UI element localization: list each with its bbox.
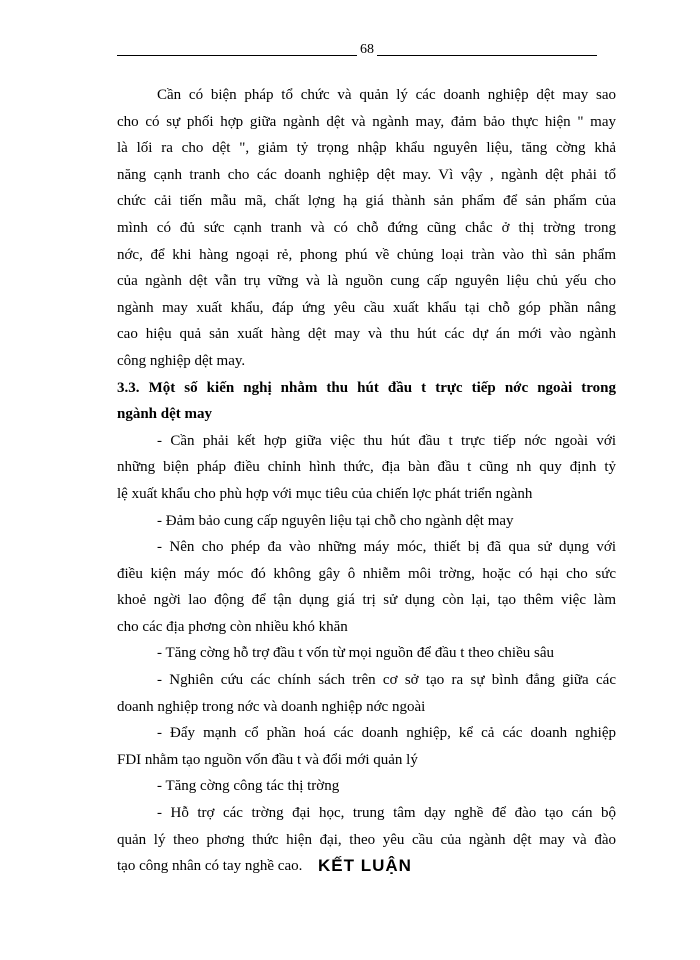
text-line: ngành may xuất khẩu, đáp ứng yêu cầu xuất khẩu tại chỗ góp phần nâng [117, 299, 616, 316]
text-line: năng cạnh tranh cho các doanh nghiệp dệt may. Vì vậy , ngành dệt phải tổ [117, 166, 616, 183]
text-line: - Hỗ trợ các trờng đại học, trung tâm dạy nghề để đào tạo cán bộ [157, 805, 616, 822]
text-line: của ngành dệt vẫn trụ vững và là nguồn cung cấp nguyên liệu chủ yếu cho [117, 273, 616, 290]
text-line: những biện pháp điều chỉnh hình thức, địa bàn đầu t cũng nh quy định tỷ [117, 459, 616, 476]
text-line: lệ xuất khẩu cho phù hợp với mục tiêu của chiến lợc phát triển ngành [117, 485, 533, 502]
text-line: tạo công nhân có tay nghề cao. [117, 858, 303, 875]
recommendation-item [117, 508, 616, 535]
text-line: cho các địa phơng còn nhiều khó khăn [117, 618, 348, 635]
text-line: cao hiệu quả sản xuất hàng dệt may và thu hút các dự án mới vào ngành [117, 326, 616, 343]
intro-paragraph [117, 82, 616, 375]
text-line: doanh nghiệp trong nớc và doanh nghiệp nớc ngoài [117, 698, 426, 715]
text-line: chức cải tiến mẫu mã, chất lợng hạ giá thành sản phẩm để sản phẩm của [117, 193, 616, 210]
text-line: Cần có biện pháp tổ chức và quản lý các doanh nghiệp dệt may sao [157, 87, 616, 103]
text-line: - Tăng cờng công tác thị trờng [157, 778, 340, 795]
recommendation-item [117, 428, 616, 508]
text-line: điều kiện máy móc đó không gây ô nhiễm môi trờng, hoặc có hại cho sức [117, 565, 616, 582]
text-line: công nghiệp dệt may. [117, 352, 246, 369]
page-number: 68 [357, 42, 377, 58]
text-line: - Cần phải kết hợp giữa việc thu hút đầu t trực tiếp nớc ngoài với [157, 432, 616, 449]
text-line: mình có đủ sức cạnh tranh và có chỗ đứng cũng chắc ở thị trờng trong [117, 219, 616, 236]
text-line: - Nên cho phép đa vào những máy móc, thiết bị đã qua sử dụng với [157, 539, 616, 556]
recommendation-item [117, 667, 616, 720]
heading-line: 3.3. Một số kiến nghị nhằm thu hút đầu t trực tiếp nớc ngoài trong [117, 379, 616, 396]
text-line: là lối ra cho dệt ", giảm tỷ trọng nhập khẩu nguyên liệu, tăng cờng khả [117, 140, 616, 157]
text-line: - Tăng cờng hỗ trợ đầu t vốn từ mọi nguồn để đầu t theo chiều sâu [157, 645, 554, 662]
text-line: quản lý theo phơng thức hiện đại, theo yêu cầu của ngành dệt may và đào [117, 831, 616, 848]
recommendation-item [117, 640, 616, 667]
recommendation-item [117, 534, 616, 640]
text-line: - Nghiên cứu các chính sách trên cơ sở tạo ra sự bình đẳng giữa các [157, 672, 616, 689]
text-line: nớc, để khi hàng ngoại rẻ, phong phú về chủng loại tràn vào thì sản phẩm [117, 246, 616, 263]
document-body [117, 82, 616, 880]
recommendation-item [117, 720, 616, 773]
section-heading [117, 375, 616, 428]
text-line: khoẻ ngời lao động để tận dụng giá trị sử dụng còn lại, tạo thêm việc làm [117, 592, 616, 609]
heading-line: ngành dệt may [117, 406, 213, 423]
recommendation-item [117, 773, 616, 800]
conclusion-title: KẾT LUẬN [318, 856, 412, 875]
text-line: cho có sự phối hợp giữa ngành dệt và ngành may, đảm bảo thực hiện " may [117, 113, 616, 130]
text-line: - Đảm bảo cung cấp nguyên liệu tại chỗ cho ngành dệt may [157, 512, 514, 529]
text-line: - Đẩy mạnh cổ phần hoá các doanh nghiệp, kể cả các doanh nghiệp [157, 725, 616, 742]
text-line: FDI nhằm tạo nguồn vốn đầu t và đổi mới quản lý [117, 751, 418, 768]
